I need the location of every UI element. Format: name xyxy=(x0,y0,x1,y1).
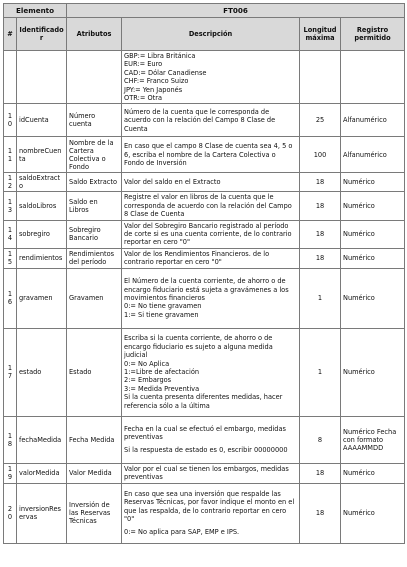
col-ident-header: Identificador xyxy=(17,18,67,51)
row-allowed-type: Numérico xyxy=(341,192,405,220)
description-line: 1:=Libre de afectación xyxy=(124,367,200,376)
cell-attr xyxy=(67,51,122,104)
row-allowed-type: Numérico xyxy=(341,483,405,543)
row-max-length: 18 xyxy=(300,463,341,483)
title-row xyxy=(4,4,405,18)
description-line: Si la respuesta de estado es 0, escribir 00000000 xyxy=(124,445,288,454)
row-identifier: saldoLibros xyxy=(17,192,67,220)
row-number: 16 xyxy=(4,268,17,328)
row-attribute: Saldo en Libros xyxy=(67,192,122,220)
ft006-spec-table-wrapper xyxy=(3,3,405,544)
row-description xyxy=(122,463,300,483)
row-number: 17 xyxy=(4,328,17,416)
cell-num xyxy=(4,51,17,104)
col-len-header: Longitud máxima xyxy=(300,18,341,51)
description-line: Valor por el cual se tienen los embargos, medidas preventivas xyxy=(124,464,289,482)
description-line: 0:= No tiene gravamen xyxy=(124,302,202,311)
format-code-header: FT006 xyxy=(67,4,405,18)
row-attribute: Gravamen xyxy=(67,268,122,328)
table-row xyxy=(4,463,405,483)
description-line: Escriba si la cuenta corriente, de ahorro o de encargo fiduciario es sujeto a alguna medida judicial xyxy=(124,334,273,360)
row-attribute: Fecha Medida xyxy=(67,416,122,463)
row-max-length: 8 xyxy=(300,416,341,463)
row-max-length: 18 xyxy=(300,248,341,268)
description-line: Número de la cuenta que le corresponda de acuerdo con la relación del Campo 8 Clase de Cuenta xyxy=(124,107,276,133)
elemento-header: Elemento xyxy=(4,4,67,18)
ft006-spec-table xyxy=(3,3,405,544)
row-number: 20 xyxy=(4,483,17,543)
row-identifier: idCuenta xyxy=(17,104,67,137)
currency-line: CAD:= Dólar Canadiense xyxy=(124,68,207,77)
cell-ident xyxy=(17,51,67,104)
col-reg-header: Registro permitido xyxy=(341,18,405,51)
currency-codes-row xyxy=(4,51,405,104)
cell-reg xyxy=(341,51,405,104)
description-line: Valor del saldo en el Extracto xyxy=(124,178,221,187)
description-line: 0:= No Aplica xyxy=(124,359,170,368)
description-line: En caso que el campo 8 Clase de cuenta sea 4, 5 o 6, escriba el nombre de la Cartera Colectiva o Fondo de Inversión xyxy=(124,142,293,168)
row-max-length: 18 xyxy=(300,220,341,248)
table-row xyxy=(4,268,405,328)
row-allowed-type: Numérico xyxy=(341,463,405,483)
currency-codes-cell xyxy=(122,51,300,104)
row-description xyxy=(122,173,300,192)
row-identifier: sobregiro xyxy=(17,220,67,248)
cell-len xyxy=(300,51,341,104)
row-number: 19 xyxy=(4,463,17,483)
row-number: 11 xyxy=(4,137,17,173)
row-description xyxy=(122,416,300,463)
row-attribute: Número cuenta xyxy=(67,104,122,137)
description-line: Si la cuenta presenta diferentes medidas, hacer referencia sólo a la última xyxy=(124,393,283,410)
row-description xyxy=(122,268,300,328)
currency-line: CHF:= Franco Suizo xyxy=(124,77,189,86)
row-allowed-type: Numérico xyxy=(341,268,405,328)
row-attribute: Sobregiro Bancario xyxy=(67,220,122,248)
description-line: Valor de los Rendimientos Financieros. de lo contrario reportar en cero "0" xyxy=(124,249,270,267)
row-allowed-type: Numérico xyxy=(341,248,405,268)
table-row xyxy=(4,137,405,173)
row-allowed-type: Alfanumérico xyxy=(341,137,405,173)
row-description xyxy=(122,192,300,220)
description-line: El Número de la cuenta corriente, de ahorro o de encargo fiduciario está sujeta a gravámenes a los movimientos financieros xyxy=(124,277,289,302)
row-max-length: 100 xyxy=(300,137,341,173)
row-identifier: estado xyxy=(17,328,67,416)
description-line: Fecha en la cual se efectuó el embargo, medidas preventivas xyxy=(124,425,286,442)
row-number: 12 xyxy=(4,173,17,192)
table-row xyxy=(4,192,405,220)
row-identifier: gravamen xyxy=(17,268,67,328)
row-identifier: rendimientos xyxy=(17,248,67,268)
row-number: 18 xyxy=(4,416,17,463)
row-description xyxy=(122,220,300,248)
row-allowed-type: Numérico Fecha con formato AAAAMMDD xyxy=(341,416,405,463)
row-number: 15 xyxy=(4,248,17,268)
row-allowed-type: Numérico xyxy=(341,328,405,416)
currency-line: OTR:= Otra xyxy=(124,94,162,103)
row-attribute: Rendimientos del período xyxy=(67,248,122,268)
col-num-header: # xyxy=(4,18,17,51)
row-description xyxy=(122,104,300,137)
description-line: 3:= Medida Preventiva xyxy=(124,384,200,393)
row-max-length: 1 xyxy=(300,268,341,328)
currency-line: EUR:= Euro xyxy=(124,60,163,69)
table-row xyxy=(4,248,405,268)
row-attribute: Valor Medida xyxy=(67,463,122,483)
description-line: 1:= Si tiene gravamen xyxy=(124,310,199,319)
row-number: 10 xyxy=(4,104,17,137)
table-row xyxy=(4,328,405,416)
row-allowed-type: Alfanumérico xyxy=(341,104,405,137)
row-max-length: 25 xyxy=(300,104,341,137)
row-attribute: Estado xyxy=(67,328,122,416)
currency-line: GBP:= Libra Británica xyxy=(124,52,196,60)
row-description xyxy=(122,137,300,173)
row-number: 14 xyxy=(4,220,17,248)
description-line: Valor del Sobregiro Bancario registrado al período de corte si es una cuenta corriente, de lo contrario reportar en cero "0" xyxy=(124,221,292,247)
row-allowed-type: Numérico xyxy=(341,220,405,248)
description-line: Registre el valor en libros de la cuenta que le corresponda de acuerdo con la relación del Campo 8 Clase de Cuenta xyxy=(124,193,292,219)
row-number: 13 xyxy=(4,192,17,220)
col-attr-header: Atributos xyxy=(67,18,122,51)
table-row xyxy=(4,173,405,192)
row-attribute: Nombre de la Cartera Colectiva o Fondo xyxy=(67,137,122,173)
row-attribute: Saldo Extracto xyxy=(67,173,122,192)
row-identifier: fechaMedida xyxy=(17,416,67,463)
row-max-length: 1 xyxy=(300,328,341,416)
description-line: 0:= No aplica para SAP, EMP e IPS. xyxy=(124,527,240,536)
row-description xyxy=(122,483,300,543)
row-identifier: valorMedida xyxy=(17,463,67,483)
row-max-length: 18 xyxy=(300,192,341,220)
description-line: En caso que sea una inversión que respalde las Reservas Técnicas, por favor indique el monto en el que las respalda, de lo contrario reportar en cero "0" xyxy=(124,489,295,524)
table-row xyxy=(4,416,405,463)
table-row xyxy=(4,104,405,137)
row-max-length: 18 xyxy=(300,173,341,192)
description-line: 2:= Embargos xyxy=(124,376,172,385)
row-identifier: inversionReservas xyxy=(17,483,67,543)
row-identifier: nombreCuenta xyxy=(17,137,67,173)
row-description xyxy=(122,328,300,416)
table-row xyxy=(4,220,405,248)
row-allowed-type: Numérico xyxy=(341,173,405,192)
row-max-length: 18 xyxy=(300,483,341,543)
col-desc-header: Descripción xyxy=(122,18,300,51)
currency-line: JPY:= Yen Japonés xyxy=(124,85,183,94)
row-attribute: Inversión de las Reservas Técnicas xyxy=(67,483,122,543)
row-identifier: saldoExtracto xyxy=(17,173,67,192)
row-description xyxy=(122,248,300,268)
table-row xyxy=(4,483,405,543)
column-header-row xyxy=(4,18,405,51)
